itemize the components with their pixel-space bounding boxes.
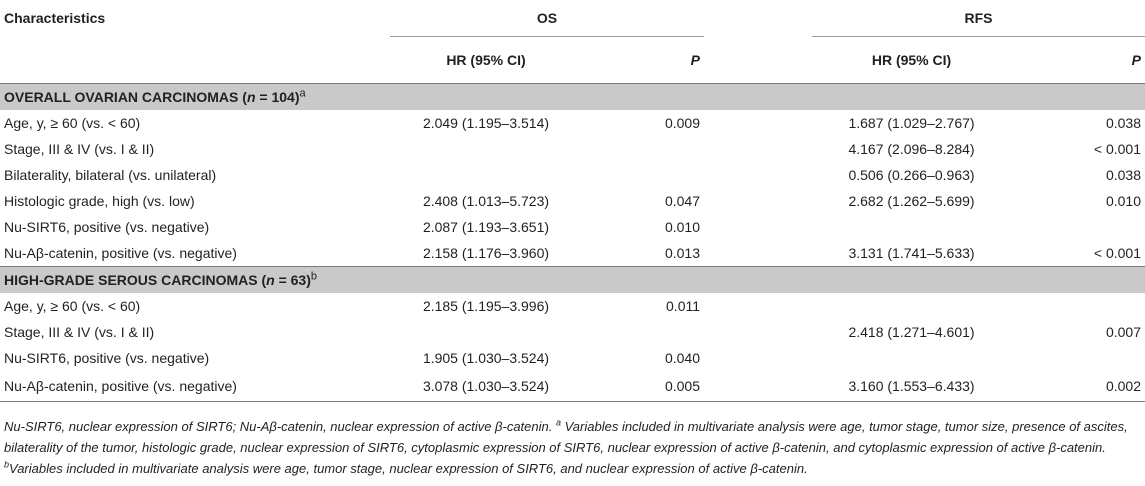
rfs-hr-cell xyxy=(812,214,1011,240)
os-hr-cell: 2.158 (1.176–3.960) xyxy=(422,245,550,261)
os-p-cell: 0.011 xyxy=(666,298,701,314)
header-row-groups xyxy=(0,0,1145,37)
rfs-p-cell: 0.010 xyxy=(1105,193,1142,209)
rfs-p-cell: 0.038 xyxy=(1105,167,1142,183)
os-hr-cell: 2.408 (1.013–5.723) xyxy=(422,193,550,209)
table-row xyxy=(0,214,1145,240)
table-row xyxy=(0,162,1145,188)
os-p-cell: 0.005 xyxy=(582,371,704,402)
spacer-cell xyxy=(704,214,812,240)
row-label: Age, y, ≥ 60 (vs. < 60) xyxy=(4,115,141,131)
spacer-cell xyxy=(704,240,812,267)
rfs-hr-cell: 0.506 (0.266–0.963) xyxy=(848,167,975,183)
rfs-p-cell: < 0.001 xyxy=(1093,245,1142,261)
row-label: Bilaterality, bilateral (vs. unilateral) xyxy=(4,167,217,183)
rfs-p-cell: 0.038 xyxy=(1105,115,1142,131)
os-p-cell xyxy=(582,319,704,345)
os-p-cell: 0.009 xyxy=(664,115,701,131)
table-row xyxy=(0,293,1145,319)
footnote-note-b: Variables included in multivariate analysis were age, tumor stage, nuclear expression of SIRT6, and nuclear expression of active β-catenin. xyxy=(9,461,808,476)
rfs-hr-cell: 3.131 (1.741–5.633) xyxy=(848,245,975,261)
table-row xyxy=(0,110,1145,136)
header-row-columns xyxy=(0,37,1145,84)
footnote-note-a: Variables included in multivariate analysis were age, tumor stage, tumor size, presence of ascites, bilaterality of the tumor, histologic grade, nuclear expression of SIRT6, cytoplasmic expression of SIRT6, nuclear expression of active β-catenin, and cytoplasmic expression of active β-catenin. xyxy=(4,419,1128,455)
row-label: Nu-SIRT6, positive (vs. negative) xyxy=(4,350,210,366)
spacer-cell xyxy=(704,293,812,319)
row-label: Stage, III & IV (vs. I & II) xyxy=(4,141,155,157)
section-header-row xyxy=(0,267,1145,294)
spacer-cell xyxy=(704,371,812,402)
table-row xyxy=(0,240,1145,267)
os-hr-cell: 2.049 (1.195–3.514) xyxy=(422,115,550,131)
os-p-cell: 0.040 xyxy=(664,350,701,366)
rfs-hr-cell: 1.687 (1.029–2.767) xyxy=(848,115,975,131)
characteristics-header: Characteristics xyxy=(4,10,106,27)
rfs-p-cell xyxy=(1011,214,1145,240)
os-hr-cell: 2.185 (1.195–3.996) xyxy=(422,298,550,314)
table-row xyxy=(0,345,1145,371)
section-title: OVERALL OVARIAN CARCINOMAS (n = 104)$^a$ xyxy=(0,84,1145,111)
os-p-cell: 0.047 xyxy=(664,193,701,209)
os-p-cell xyxy=(582,136,704,162)
section-header-row xyxy=(0,84,1145,111)
rfs-hr-header: HR (95% CI) xyxy=(812,37,1011,84)
spacer-cell xyxy=(704,136,812,162)
spacer-cell xyxy=(704,162,812,188)
rfs-hr-cell xyxy=(812,293,1011,319)
os-hr-cell: 3.078 (1.030–3.524) xyxy=(390,371,582,402)
table-footnote xyxy=(0,402,1145,479)
row-label: Histologic grade, high (vs. low) xyxy=(4,193,195,209)
spacer-cell xyxy=(704,110,812,136)
row-label: Age, y, ≥ 60 (vs. < 60) xyxy=(4,298,141,314)
spacer-cell xyxy=(704,319,812,345)
os-hr-cell xyxy=(390,162,582,188)
os-hr-header: HR (95% CI) xyxy=(390,37,582,84)
os-hr-cell: 1.905 (1.030–3.524) xyxy=(422,350,550,366)
rfs-p-cell xyxy=(1011,293,1145,319)
rfs-hr-cell: 4.167 (2.096–8.284) xyxy=(848,141,975,157)
os-hr-cell xyxy=(390,136,582,162)
rfs-hr-cell: 2.418 (1.271–4.601) xyxy=(848,324,975,340)
footnote-sup-b: b xyxy=(4,459,10,470)
spacer-cell xyxy=(704,188,812,214)
section-title: HIGH-GRADE SEROUS CARCINOMAS (n = 63)$^b$ xyxy=(0,267,1145,294)
rfs-hr-cell xyxy=(812,345,1011,371)
rfs-p-cell: < 0.001 xyxy=(1093,141,1142,157)
row-label: Nu-Aβ-catenin, positive (vs. negative) xyxy=(4,245,237,261)
rfs-hr-cell: 3.160 (1.553–6.433) xyxy=(812,371,1011,402)
rfs-header: RFS xyxy=(964,10,993,26)
rfs-p-header: P xyxy=(1011,37,1145,84)
footnote-abbreviations: Nu-SIRT6, nuclear expression of SIRT6; Nu-Aβ-catenin, nuclear expression of active β-catenin. xyxy=(4,419,553,434)
spacer-cell xyxy=(704,345,812,371)
row-label: Nu-Aβ-catenin, positive (vs. negative) xyxy=(0,371,390,402)
os-p-cell: 0.010 xyxy=(664,219,701,235)
os-p-header: P xyxy=(582,37,704,84)
table-body xyxy=(0,84,1145,402)
row-label: Nu-SIRT6, positive (vs. negative) xyxy=(4,219,210,235)
os-hr-cell xyxy=(390,319,582,345)
rfs-p-cell: 0.002 xyxy=(1011,371,1145,402)
os-p-cell: 0.013 xyxy=(664,245,701,261)
rfs-hr-cell: 2.682 (1.262–5.699) xyxy=(848,193,975,209)
rfs-p-cell xyxy=(1011,345,1145,371)
footnote-sup-a: a xyxy=(555,417,561,428)
rfs-p-cell: 0.007 xyxy=(1105,324,1142,340)
row-label: Stage, III & IV (vs. I & II) xyxy=(4,324,155,340)
os-header: OS xyxy=(536,10,558,26)
os-hr-cell: 2.087 (1.193–3.651) xyxy=(422,219,550,235)
table-row xyxy=(0,136,1145,162)
table-row xyxy=(0,371,1145,402)
table-row xyxy=(0,319,1145,345)
table-row xyxy=(0,188,1145,214)
os-p-cell xyxy=(582,162,704,188)
